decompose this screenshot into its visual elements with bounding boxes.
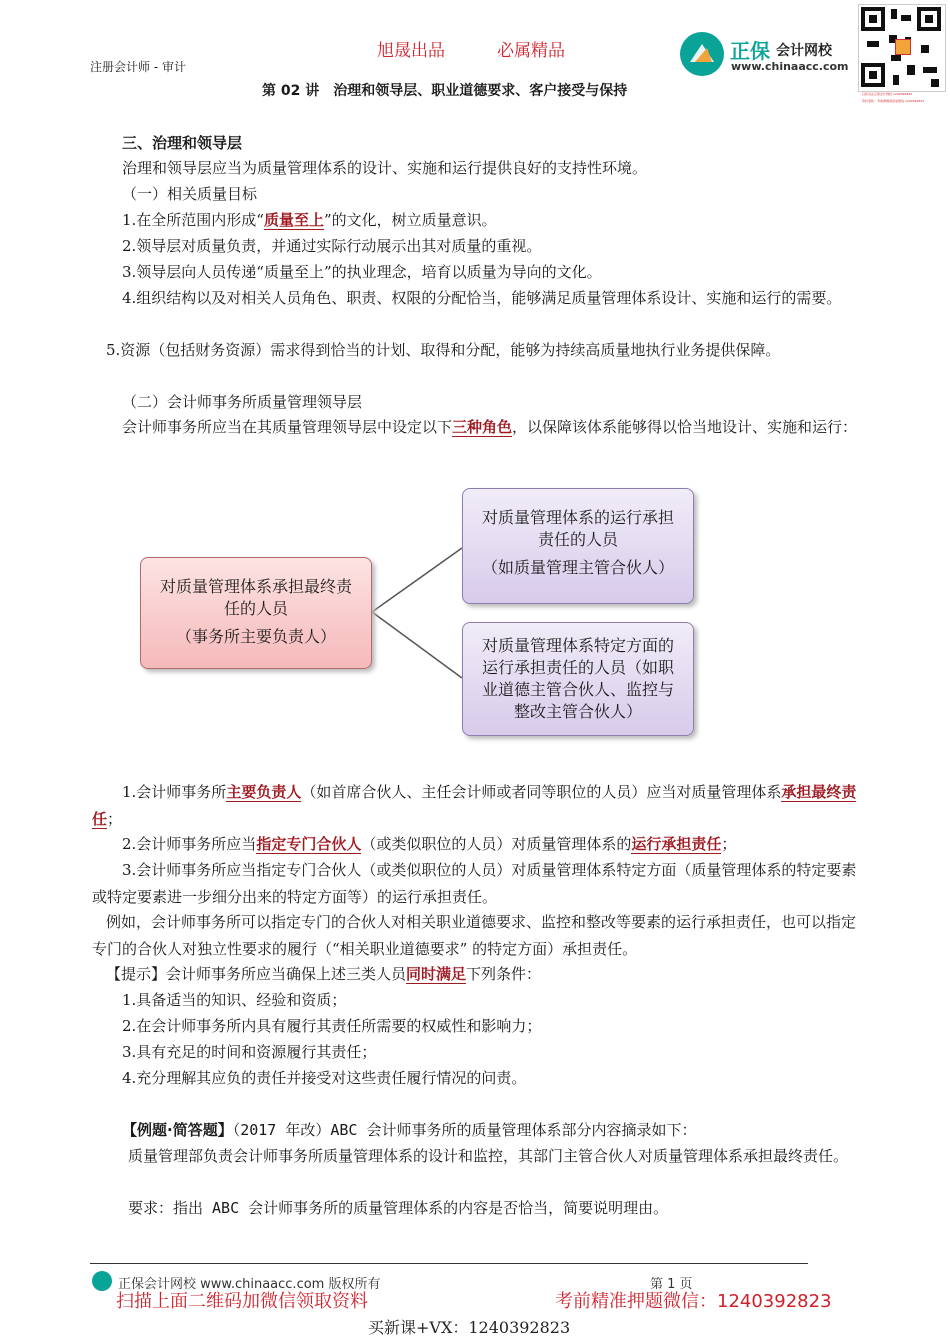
section-intro: 治理和领导层应当为质量管理体系的设计、实施和运行提供良好的支持性环境。 — [122, 159, 648, 177]
role-item-2-mid: （或类似职位的人员）对质量管理体系的 — [361, 835, 632, 853]
role-item-1-end: ； — [107, 810, 123, 828]
example-heading: 【例题·简答题】 — [122, 1121, 233, 1139]
role-box-specific-line2: 运行承担责任的人员（如职 — [481, 658, 674, 677]
goal-item-2: 2.领导层对质量负责，并通过实际行动展示出其对质量的重视。 — [122, 237, 542, 255]
brand-name: 正保 — [730, 39, 770, 63]
header-center-a: 旭晟出品 — [377, 41, 445, 61]
section-title: 三、治理和领导层 — [122, 134, 243, 152]
role-box-specific-line1: 对质量管理体系特定方面的 — [481, 636, 674, 655]
role-box-operation-line3: （如质量管理主管合伙人） — [481, 558, 674, 577]
example-heading-line — [92, 1117, 862, 1144]
subheading-1: （一）相关质量目标 — [122, 185, 258, 203]
example-requirement: 要求：指出 ABC 会计师事务所的质量管理体系的内容是否恰当，简要说明理由。 — [128, 1199, 669, 1217]
role-box-specific-aspects — [462, 622, 694, 736]
header-left: 注册会计师 - 审计 — [90, 60, 186, 74]
role-box-final-line2: 任的人员 — [223, 599, 288, 618]
role-item-2-highlight-a: 指定专门合伙人 — [256, 835, 362, 853]
condition-1: 1.具备适当的知识、经验和资质； — [122, 991, 347, 1009]
role-box-operation — [462, 488, 694, 604]
qr-caption-1: 扫码关注正保会计网校 12403928XX — [862, 92, 913, 96]
connector-bottom — [372, 612, 462, 678]
role-box-final-line1: 对质量管理体系承担最终责 — [159, 577, 352, 596]
lecture-title: 第 02 讲 治理和领导层、职业道德要求、客户接受与保持 — [262, 83, 628, 99]
footer-scan-note: 扫描上面二维码加微信领取资料 — [116, 1291, 368, 1312]
leadership-intro-post: ，以保障该体系能够得以恰当地设计、实施和运行： — [512, 418, 858, 436]
role-item-1-highlight-a: 主要负责人 — [226, 783, 302, 801]
connector-top — [372, 548, 462, 612]
footer-divider — [90, 1263, 808, 1264]
role-item-2 — [92, 831, 862, 858]
goal-item-1-highlight: 质量至上 — [263, 211, 324, 229]
three-roles-highlight: 三种角色 — [452, 418, 513, 436]
condition-3: 3.具有充足的时间和资源履行其责任； — [122, 1043, 377, 1061]
role-item-1 — [92, 779, 862, 833]
tip-highlight: 同时满足 — [406, 965, 467, 983]
brand-url[interactable]: www.chinaacc.com — [731, 60, 849, 73]
role-box-operation-line2: 责任的人员 — [537, 530, 618, 549]
leadership-intro-pre: 会计师事务所应当在其质量管理领导层中设定以下 — [122, 418, 453, 436]
role-box-final-responsibility — [140, 557, 372, 669]
role-item-1-highlight-b: 承担最终责任 — [92, 783, 857, 828]
role-box-final-line3: （事务所主要负责人） — [175, 627, 336, 646]
role-item-3: 3.会计师事务所应当指定专门合伙人（或类似职位的人员）对质量管理体系特定方面（质量管理体系的特定要素或特定要素进一步细分出来的特定方面等）的运行承担责任。 — [92, 861, 857, 906]
qr-caption-2: 资料更新、考前押题请添加微信 1240392823 — [862, 99, 925, 103]
goal-item-3: 3.领导层向人员传递“质量至上”的执业理念，培育以质量为导向的文化。 — [122, 263, 602, 281]
footer-wechat: 考前精准押题微信：1240392823 — [555, 1291, 832, 1312]
example-intro: （2017 年改）ABC 会计师事务所的质量管理体系部分内容摘录如下： — [232, 1121, 697, 1139]
role-item-1-mid: （如首席合伙人、主任会计师或者同等职位的人员）应当对质量管理体系 — [301, 783, 782, 801]
footer-logo — [92, 1271, 112, 1291]
role-box-specific-line3: 业道德主管合伙人、监控与 — [481, 680, 674, 699]
tip-line — [106, 961, 876, 988]
role-box-specific-line4: 整改主管合伙人） — [513, 702, 642, 721]
condition-4: 4.充分理解其应负的责任并接受对这些责任履行情况的问责。 — [122, 1069, 527, 1087]
footer-page: 第 1 页 — [650, 1277, 693, 1292]
role-item-2-end: ； — [721, 835, 737, 853]
role-item-2-pre: 2.会计师事务所应当 — [122, 835, 257, 853]
footer-copyright: 正保会计网校 www.chinaacc.com 版权所有 — [118, 1277, 381, 1292]
tip-post: 下列条件： — [466, 965, 542, 983]
condition-2: 2.在会计师事务所内具有履行其责任所需要的权威性和影响力； — [122, 1017, 542, 1035]
role-item-1-pre: 1.会计师事务所 — [122, 783, 227, 801]
brand-sub: 会计网校 — [776, 43, 832, 59]
goal-item-5: 5.资源（包括财务资源）需求得到恰当的计划、取得和分配，能够为持续高质量地执行业务提供保障。 — [106, 341, 781, 359]
role-box-operation-line1: 对质量管理体系的运行承担 — [481, 508, 674, 527]
goal-item-1-pre: 1.在全所范围内形成“ — [122, 211, 264, 229]
subheading-2: （二）会计师事务所质量管理领导层 — [122, 393, 363, 411]
tip-pre: 【提示】会计师事务所应当确保上述三类人员 — [106, 965, 407, 983]
goal-item-4: 4.组织结构以及对相关人员角色、职责、权限的分配恰当，能够满足质量管理体系设计、实施和运行的需要。 — [122, 289, 842, 307]
role-example: 例如，会计师事务所可以指定专门的合伙人对相关职业道德要求、监控和整改等要素的运行承担责任，也可以指定专门的合伙人对独立性要求的履行（“相关职业道德要求” 的特定方面）承担责任。 — [92, 913, 857, 958]
header-center-b: 必属精品 — [497, 41, 565, 61]
role-item-2-highlight-b: 运行承担责任 — [631, 835, 722, 853]
goal-item-1-post: ”的文化，树立质量意识。 — [324, 211, 497, 229]
footer-buy-note: 买新课+VX：1240392823 — [368, 1318, 571, 1337]
example-body: 质量管理部负责会计师事务所质量管理体系的设计和监控，其部门主管合伙人对质量管理体系承担最终责任。 — [128, 1147, 849, 1165]
